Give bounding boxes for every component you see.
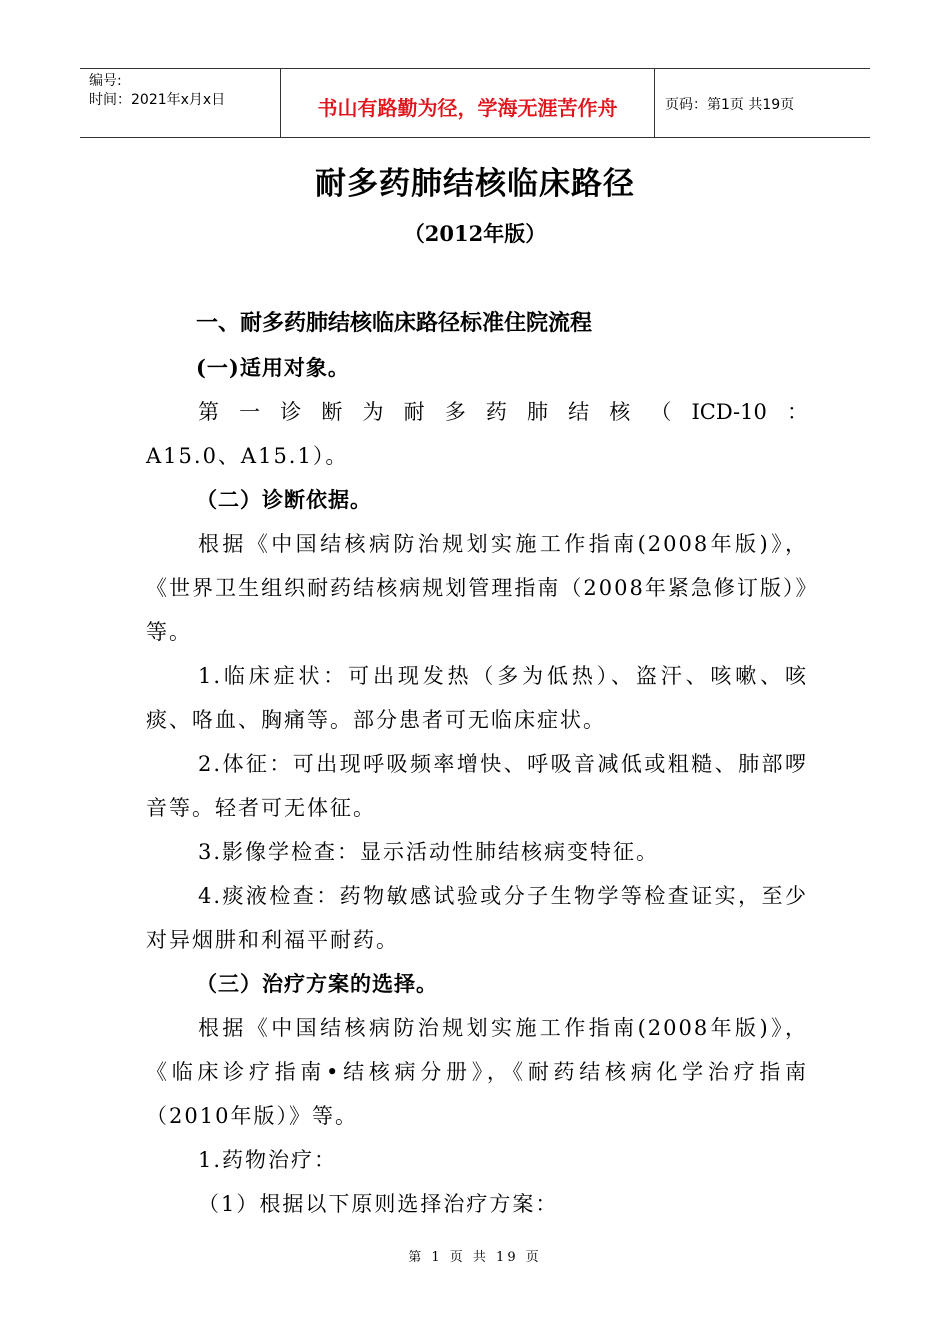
document-body: [146, 302, 808, 1226]
header-page-info: 页码：第1页 共19页: [665, 97, 795, 113]
page-footer: 第 1 页 共 19 页: [408, 1250, 542, 1265]
paragraph: 根据《中国结核病防治规划实施工作指南(2008年版)》，《世界卫生组织耐药结核病规划管理指南（2008年紧急修订版）》等。: [146, 532, 808, 644]
paragraph: 第一诊断为耐多药肺结核（ICD-10：: [198, 400, 808, 424]
list-item: 2.体征：可出现呼吸频率增快、呼吸音减低或粗糙、肺部啰音等。轻者可无体征。: [146, 752, 808, 820]
page-header: [80, 68, 870, 138]
list-item: 1.临床症状：可出现发热（多为低热）、盗汗、咳嗽、咳痰、咯血、胸痛等。部分患者可无临床症状。: [146, 664, 808, 732]
document-time-label: 时间：2021年x月x日: [89, 92, 226, 108]
document-edition: （2012年版）: [403, 221, 547, 246]
header-motto: 书山有路勤为径，学海无涯苦作舟: [281, 69, 655, 137]
subsection-heading: （三）治疗方案的选择。: [196, 971, 438, 996]
list-item: （1）根据以下原则选择治疗方案：: [198, 1192, 559, 1216]
subsection-heading: (一)适用对象。: [196, 355, 350, 380]
section-heading: 一、耐多药肺结核临床路径标准住院流程: [196, 311, 593, 336]
paragraph: A15.0、A15.1）。: [146, 444, 349, 468]
document-number-label: 编号:: [89, 73, 122, 89]
subsection-heading: （二）诊断依据。: [196, 487, 372, 512]
list-item: 3.影像学检查：显示活动性肺结核病变特征。: [198, 840, 660, 864]
header-meta: [80, 69, 281, 137]
document-title: 耐多药肺结核临床路径: [315, 166, 635, 202]
list-item: 4.痰液检查：药物敏感试验或分子生物学等检查证实，至少对异烟肼和利福平耐药。: [146, 884, 808, 952]
list-item: 1.药物治疗：: [198, 1148, 338, 1172]
paragraph: 根据《中国结核病防治规划实施工作指南(2008年版)》，《临床诊疗指南•结核病分册》，《耐药结核病化学治疗指南（2010年版）》等。: [146, 1016, 808, 1128]
